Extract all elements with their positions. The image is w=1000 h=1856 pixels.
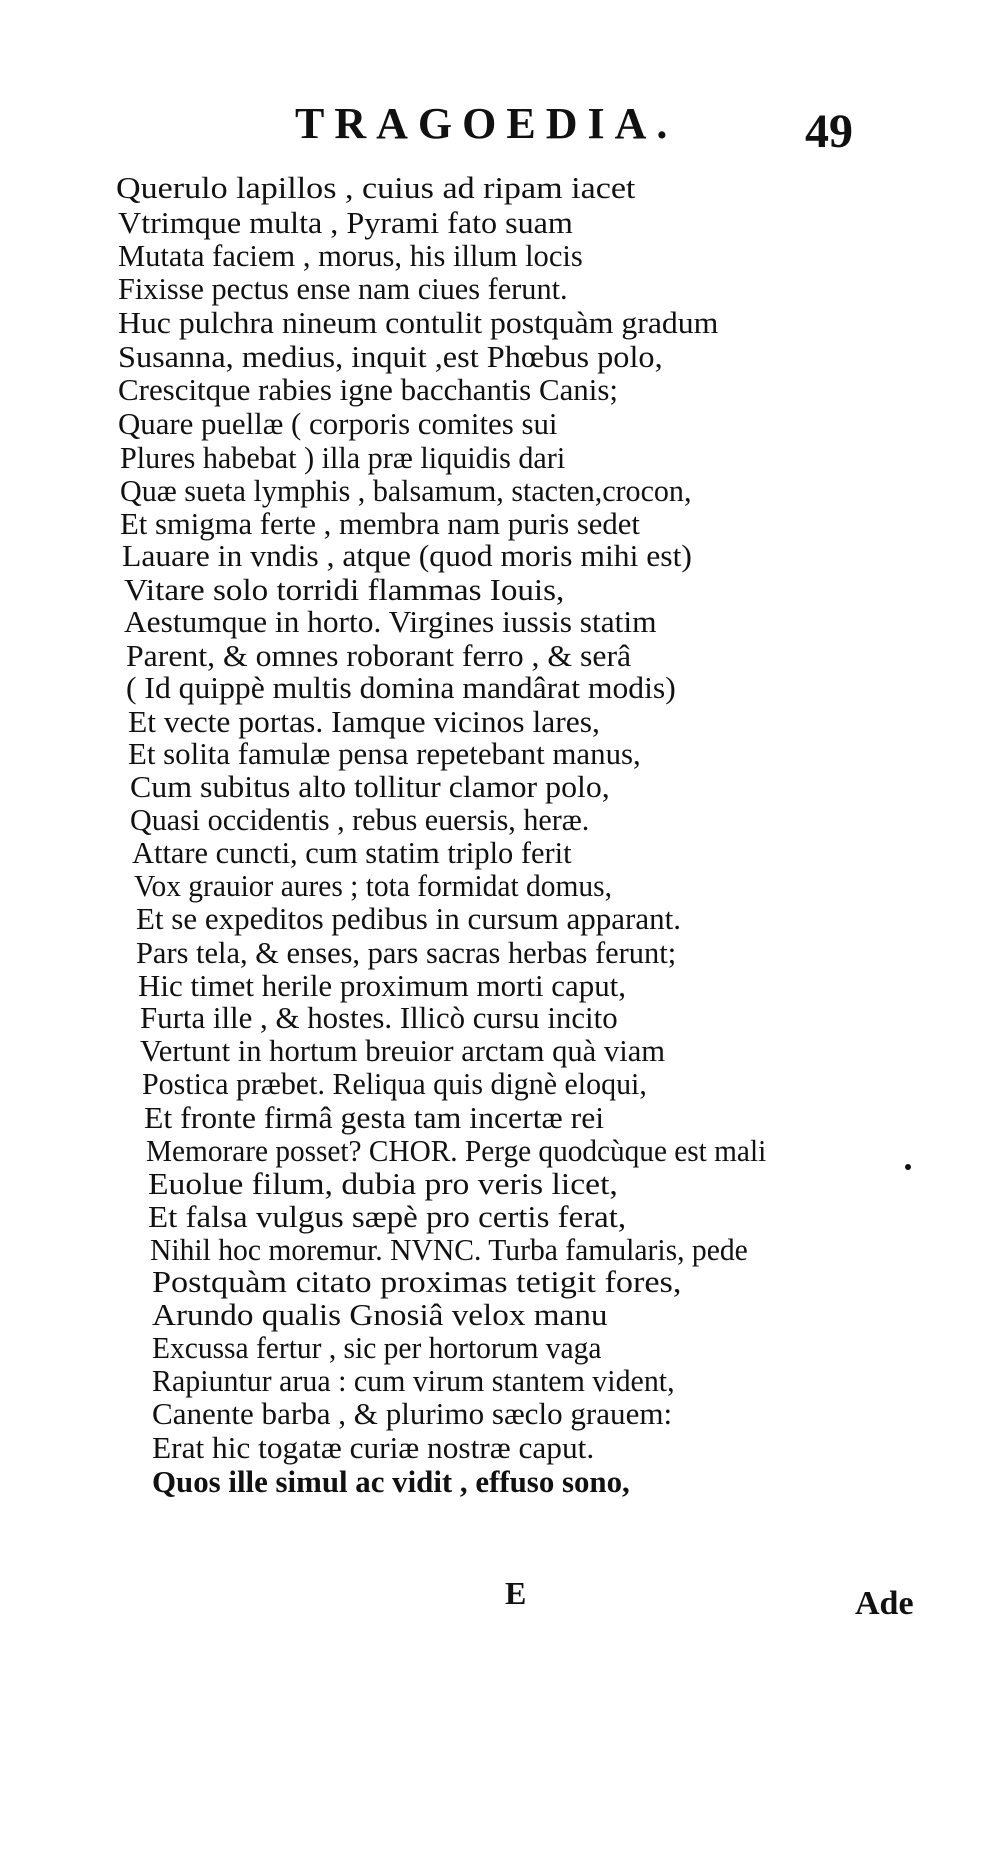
verse-line: Et se expeditos pedibus in cursum apparant. — [136, 901, 681, 936]
verse-line: Et falsa vulgus sæpè pro certis ferat, — [148, 1199, 627, 1234]
verse-line: Parent, & omnes roborant ferro , & serâ — [126, 638, 632, 673]
verse-line: Rapiuntur arua : cum virum stantem vident, — [152, 1363, 675, 1398]
verse-line: Postquàm citato proximas tetigit fores, — [152, 1264, 682, 1299]
verse-line: Plures habebat ) illa præ liquidis dari — [120, 440, 566, 475]
verse-line: Et solita famulæ pensa repetebant manus, — [128, 736, 641, 771]
verse-line: Quare puellæ ( corporis comites sui — [118, 406, 558, 441]
verse-line: Fixisse pectus ense nam ciues ferunt. — [118, 271, 568, 306]
verse-line: Querulo lapillos , cuius ad ripam iacet — [116, 170, 636, 205]
signature-mark: E — [505, 1575, 527, 1611]
verse-line: Furta ille , & hostes. Illicò cursu incito — [140, 1000, 618, 1035]
verse-line: Excussa fertur , sic per hortorum vaga — [152, 1330, 602, 1365]
catchword: Ade — [855, 1585, 914, 1622]
verse-line: Crescitque rabies igne bacchantis Canis; — [118, 372, 619, 407]
verse-line: Pars tela, & enses, pars sacras herbas ferunt; — [136, 935, 677, 970]
verse-line: Quæ sueta lymphis , balsamum, stacten,crocon, — [120, 473, 692, 508]
verse-line: Erat hic togatæ curiæ nostræ caput. — [152, 1430, 595, 1465]
page-number: 49 — [805, 105, 853, 158]
verse-line: Nihil hoc moremur. NVNC. Turba famularis, pede — [150, 1232, 748, 1267]
verse-line: Arundo qualis Gnosiâ velox manu — [152, 1297, 608, 1332]
verse-line: Aestumque in horto. Virgines iussis statim — [124, 604, 657, 639]
verse-line: Memorare posset? CHOR. Perge quodcùque est mali — [146, 1133, 767, 1168]
verse-line: Postica præbet. Reliqua quis dignè eloqui, — [142, 1066, 647, 1101]
verse-line: Et smigma ferte , membra nam puris sedet — [120, 506, 640, 541]
verse-line: Euolue filum, dubia pro veris licet, — [148, 1166, 618, 1201]
verse-line: Cum subitus alto tollitur clamor polo, — [130, 769, 610, 804]
verse-line: Vitare solo torridi flammas Iouis, — [124, 572, 565, 607]
verse-line: Quasi occidentis , rebus euersis, heræ. — [130, 802, 590, 837]
verse-line: Vertunt in hortum breuior arctam quà viam — [140, 1033, 666, 1068]
verse-line: Hic timet herile proximum morti caput, — [138, 968, 627, 1003]
verse-line: Et fronte firmâ gesta tam incertæ rei — [144, 1100, 605, 1135]
verse-line: Vox grauior aures ; tota formidat domus, — [134, 868, 612, 903]
verse-line: Et vecte portas. Iamque vicinos lares, — [128, 704, 600, 739]
verse-line: Lauare in vndis , atque (quod moris mihi est) — [122, 538, 692, 573]
printers-dot-mark — [905, 1164, 911, 1170]
verse-line: ( Id quippè multis domina mandârat modis) — [126, 670, 676, 705]
verse-line: Mutata faciem , morus, his illum locis — [118, 238, 583, 273]
verse-line: Vtrimque multa , Pyrami fato suam — [118, 205, 573, 240]
verse-line: Quos ille simul ac vidit , effuso sono, — [152, 1464, 630, 1499]
running-title: TRAGOEDIA. — [295, 99, 678, 148]
verse-line: Huc pulchra nineum contulit postquàm gradum — [118, 305, 719, 340]
verse-line: Susanna, medius, inquit ,est Phœbus polo, — [118, 339, 663, 374]
verse-line: Canente barba , & plurimo sæclo grauem: — [152, 1396, 673, 1431]
verse-line: Attare cuncti, cum statim triplo ferit — [132, 835, 572, 870]
